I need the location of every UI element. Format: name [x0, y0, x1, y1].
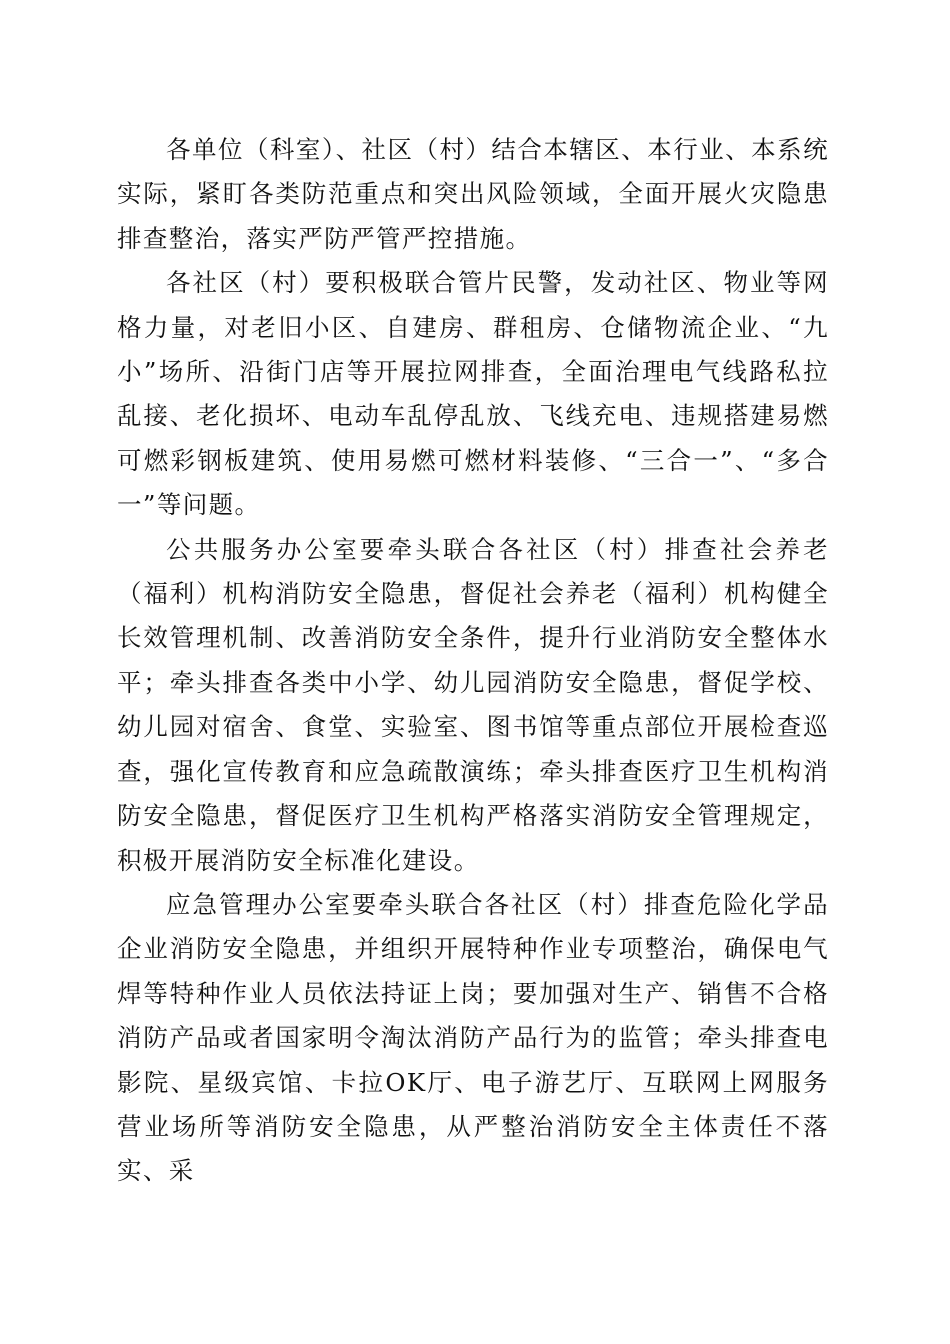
paragraph-1: 各单位（科室）、社区（村）结合本辖区、本行业、本系统实际，紧盯各类防范重点和突出风险领域，全面开展火灾隐患排查整治，落实严防严管严控措施。 — [117, 135, 829, 253]
document-body — [117, 128, 829, 1194]
paragraph-2: 各社区（村）要积极联合管片民警，发动社区、物业等网格力量，对老旧小区、自建房、群租房、仓储物流企业、“九小”场所、沿街门店等开展拉网排查，全面治理电气线路私拉乱接、老化损坏、电动车乱停乱放、飞线充电、违规搭建易燃可燃彩钢板建筑、使用易燃可燃材料装修、“三合一”、“多合一”等问题。 — [117, 268, 829, 520]
paragraph-3: 公共服务办公室要牵头联合各社区（村）排查社会养老（福利）机构消防安全隐患，督促社会养老（福利）机构健全长效管理机制、改善消防安全条件，提升行业消防安全整体水平；牵头排查各类中小学、幼儿园消防安全隐患，督促学校、幼儿园对宿舍、食堂、实验室、图书馆等重点部位开展检查巡查，强化宣传教育和应急疏散演练；牵头排查医疗卫生机构消防安全隐患，督促医疗卫生机构严格落实消防安全管理规定，积极开展消防安全标准化建设。 — [117, 534, 829, 875]
paragraph-4: 应急管理办公室要牵头联合各社区（村）排查危险化学品企业消防安全隐患，并组织开展特种作业专项整治，确保电气焊等特种作业人员依法持证上岗；要加强对生产、销售不合格消防产品或者国家明令淘汰消防产品行为的监管；牵头排查电影院、星级宾馆、卡拉OK厅、电子游艺厅、互联网上网服务营业场所等消防安全隐患，从严整治消防安全主体责任不落实、采 — [117, 889, 829, 1186]
